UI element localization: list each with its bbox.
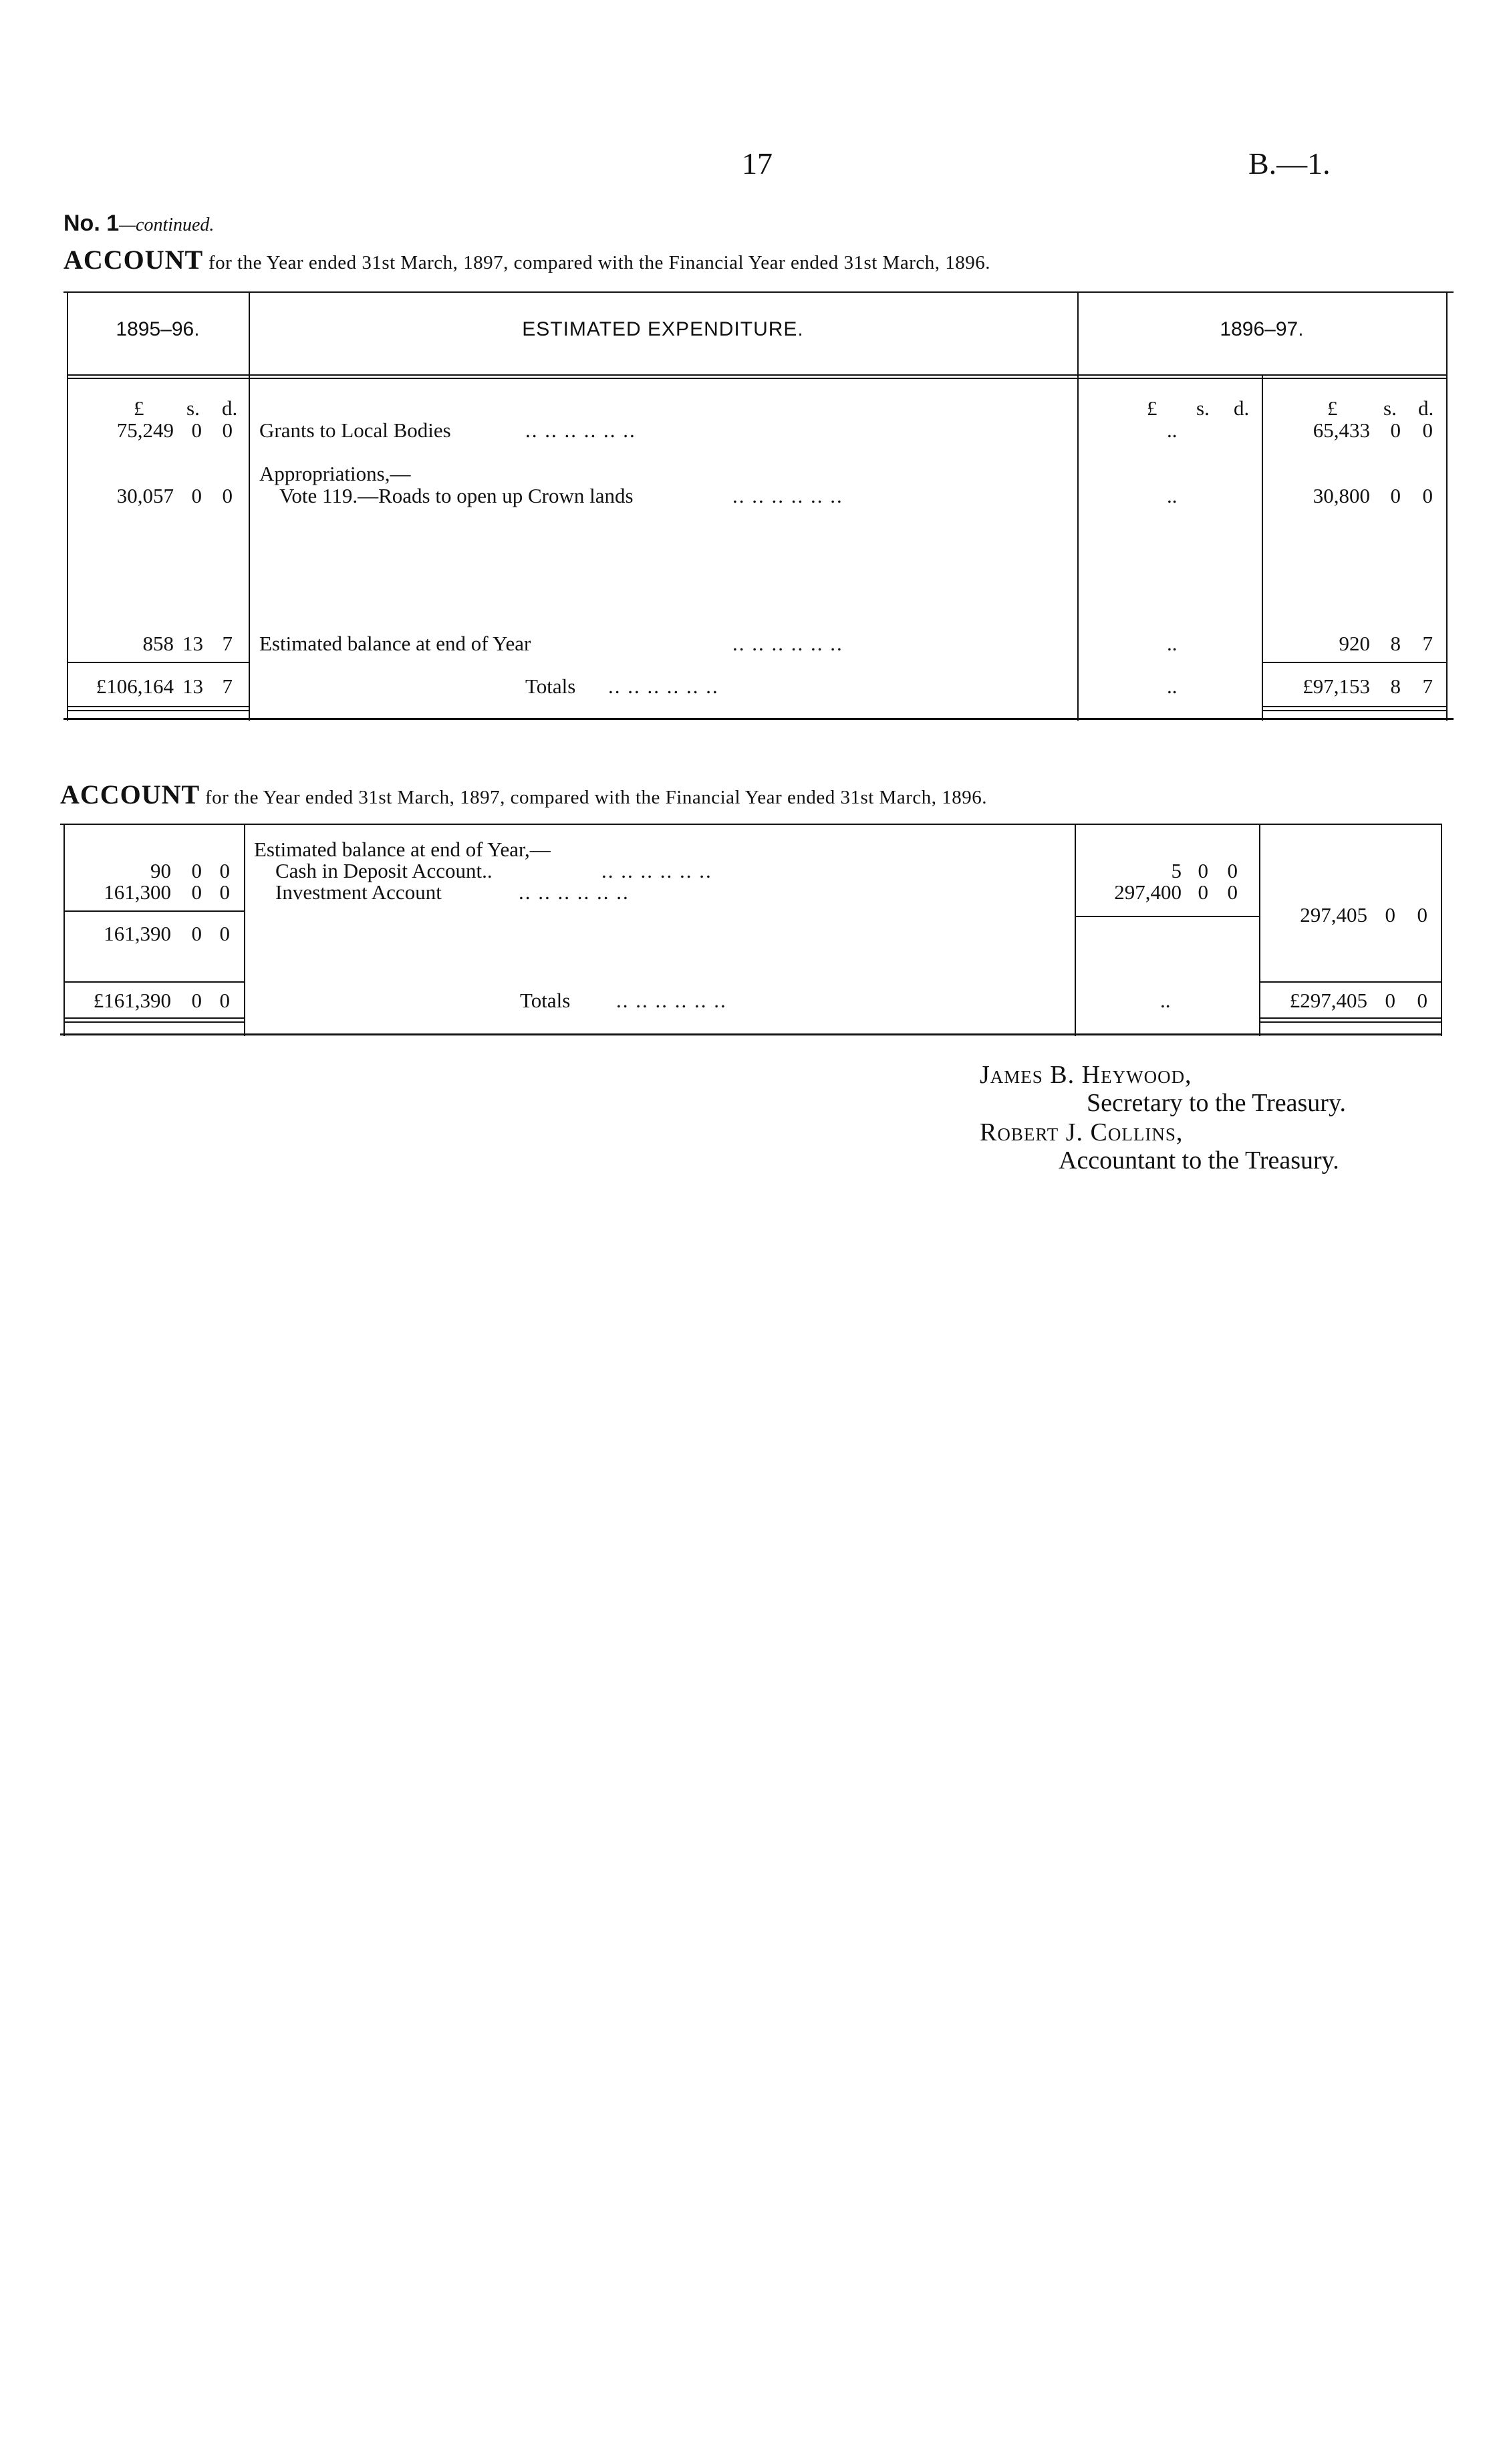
account1-lsd-left-s: s. (186, 396, 200, 420)
account1-lsd-right-s: s. (1383, 396, 1397, 420)
account1-lsd-mid-d: d. (1234, 396, 1250, 420)
signatory-1-name: James B. Heywood, (980, 1061, 1192, 1089)
account2-heading-text: for the Year ended 31st March, 1897, compared with the Financial Year ended 31st March, 1896. (204, 787, 987, 808)
signatory-2-name: Robert J. Collins, (980, 1118, 1184, 1146)
section-continued: —continued. (119, 215, 215, 235)
account1-lsd-left-d: d. (222, 396, 238, 420)
account1-col-1895: 1895–96. (116, 318, 200, 340)
page-number: 17 (742, 146, 773, 180)
account1-col-description: ESTIMATED EXPENDITURE. (522, 318, 804, 340)
account1-heading (63, 245, 990, 275)
account1-heading-text: for the Year ended 31st March, 1897, compared with the Financial Year ended 31st March, 1896. (208, 252, 990, 273)
account1-lsd-right-d: d. (1418, 396, 1434, 420)
signatory-2-title: Accountant to the Treasury. (1059, 1146, 1339, 1175)
account1-col-1896: 1896–97. (1220, 318, 1304, 340)
account1-lsd-right-pound: £ (1327, 396, 1338, 420)
signatory-1-title: Secretary to the Treasury. (1087, 1089, 1346, 1117)
section-label (63, 212, 214, 237)
account1-heading-bold: ACCOUNT (63, 245, 204, 275)
account2-heading (60, 779, 987, 810)
document-code: B.—1. (1248, 146, 1331, 180)
account2-balance-label: Estimated balance at end of Year,— (254, 838, 551, 861)
section-number: No. 1 (63, 211, 120, 236)
account1-lsd-mid-pound: £ (1147, 396, 1157, 420)
account2-heading-bold: ACCOUNT (60, 779, 200, 810)
account1-appropriations-label: Appropriations,— (259, 462, 411, 485)
account1-lsd-left-pound: £ (134, 396, 144, 420)
account1-lsd-mid-s: s. (1196, 396, 1210, 420)
